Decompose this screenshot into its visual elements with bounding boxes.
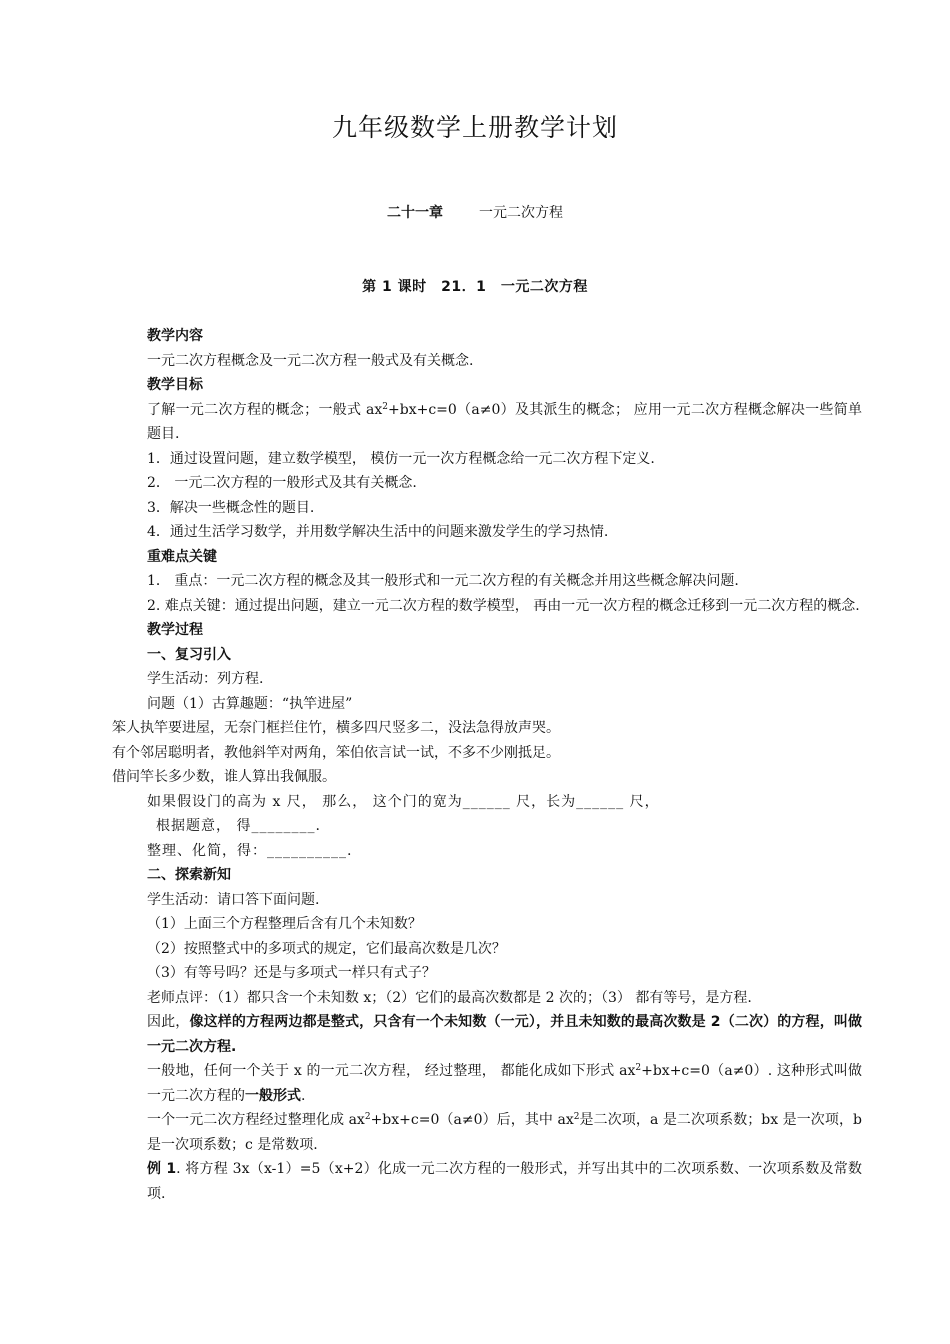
text-run: . 将方程 3x（x-1）=5（x+2）化成一元二次方程的一般形式，并写出其中的二次项系数、一次项系数及常数项. [147,1161,862,1202]
poem-line: 有个邻居聪明者，教他斜竿对两角，笨伯依言试一试，不多不少刚抵足。 [112,744,560,761]
text-run: 因此， [147,1014,190,1030]
bold-term: 一般形式 [245,1087,301,1104]
superscript: 2 [573,1112,580,1122]
section-heading-explore: 二、探索新知 [147,867,231,883]
paragraph: 学生活动：列方程. [147,671,264,687]
list-item: 4．通过生活学习数学，并用数学解决生活中的问题来激发学生的学习热情. [147,524,609,540]
list-item: 1． 重点：一元二次方程的概念及其一般形式和一元二次方程的有关概念并用这些概念解决问题. [147,573,739,589]
text-run: +bx+c=0（a≠0）后，其中 ax [370,1112,574,1128]
list-item: 2. 难点关键：通过提出问题，建立一元二次方程的数学模型， 再由一元一次方程的概念迁移到一元二次方程的概念. [147,597,860,614]
paragraph: 根据题意， 得________. [156,818,321,834]
lesson-heading: 第 1 课时 21．1 一元二次方程 [362,279,588,295]
bold-definition: 像这样的方程两边都是整式，只含有一个未知数（一元），并且未知数的最高次数是 2（二次）的方程，叫做一元二次方程. [147,1014,862,1055]
superscript: 2 [364,1112,371,1122]
text-run: 一般地，任何一个关于 x 的一元二次方程， 经过整理， 都能化成如下形式 ax [147,1063,636,1079]
list-item: 2． 一元二次方程的一般形式及其有关概念. [147,475,417,491]
paragraph-example [112,1157,862,1206]
text-run: 是二次项，a 是二次项系数；bx 是一次项，b 是一次项系数；c 是常数项. [147,1112,862,1153]
paragraph-goal-intro [112,398,862,447]
paragraph: 问题（1）古算趣题：“执竿进屋” [147,695,353,712]
paragraph: 如果假设门的高为 x 尺， 那么， 这个门的宽为______ 尺，长为______ 尺， [147,793,660,810]
text-run: +bx+c=0（a≠0）及其派生的概念； 应用一元二次方程概念解决一些简单题目. [147,401,862,442]
chapter-name: 一元二次方程 [479,205,563,221]
section-heading-goal: 教学目标 [147,377,203,393]
text-run: 一个一元二次方程经过整理化成 ax [147,1112,365,1128]
section-heading-key: 重难点关键 [147,548,217,565]
paragraph: 整理、化简，得：__________. [147,842,353,859]
section-heading-process: 教学过程 [147,622,203,638]
list-item: 3．解决一些概念性的题目. [147,499,315,516]
paragraph: 一元二次方程概念及一元二次方程一般式及有关概念. [147,352,474,369]
document-title: 九年级数学上册教学计划 [331,113,618,142]
example-label: 例 1 [147,1161,177,1177]
list-item: （2）按照整式中的多项式的规定，它们最高次数是几次？ [147,940,506,957]
section-heading-content: 教学内容 [147,328,203,344]
superscript: 2 [382,401,389,412]
paragraph-terms [112,1108,862,1157]
list-item: 1．通过设置问题，建立数学模型， 模仿一元一次方程概念给一元二次方程下定义. [147,450,655,467]
poem-line: 笨人执竿要进屋，无奈门框拦住竹，横多四尺竖多二，没法急得放声哭。 [112,720,560,736]
list-item: （3）有等号吗？还是与多项式一样只有式子？ [147,965,436,981]
chapter-number: 二十一章 [387,205,443,221]
chapter-heading [0,202,950,222]
text-run: 了解一元二次方程的概念；一般式 ax [147,401,383,418]
paragraph: 老师点评：（1）都只含一个未知数 x；（2）它们的最高次数都是 2 次的；（3） 都有等号，是方程. [147,989,752,1006]
text-run: +bx+c=0（a≠0）. 这种形式叫做一元二次方程的 [147,1063,863,1104]
superscript: 2 [635,1063,642,1073]
list-item: （1）上面三个方程整理后含有几个未知数？ [147,916,422,932]
document-body [112,324,862,1206]
section-heading-review: 一、复习引入 [147,646,231,663]
paragraph-definition [112,1010,862,1059]
poem-line: 借问竿长多少数，谁人算出我佩服。 [112,769,336,785]
text-run: . [301,1087,306,1104]
paragraph: 学生活动：请口答下面问题. [147,891,320,908]
paragraph-general-form [112,1059,862,1108]
